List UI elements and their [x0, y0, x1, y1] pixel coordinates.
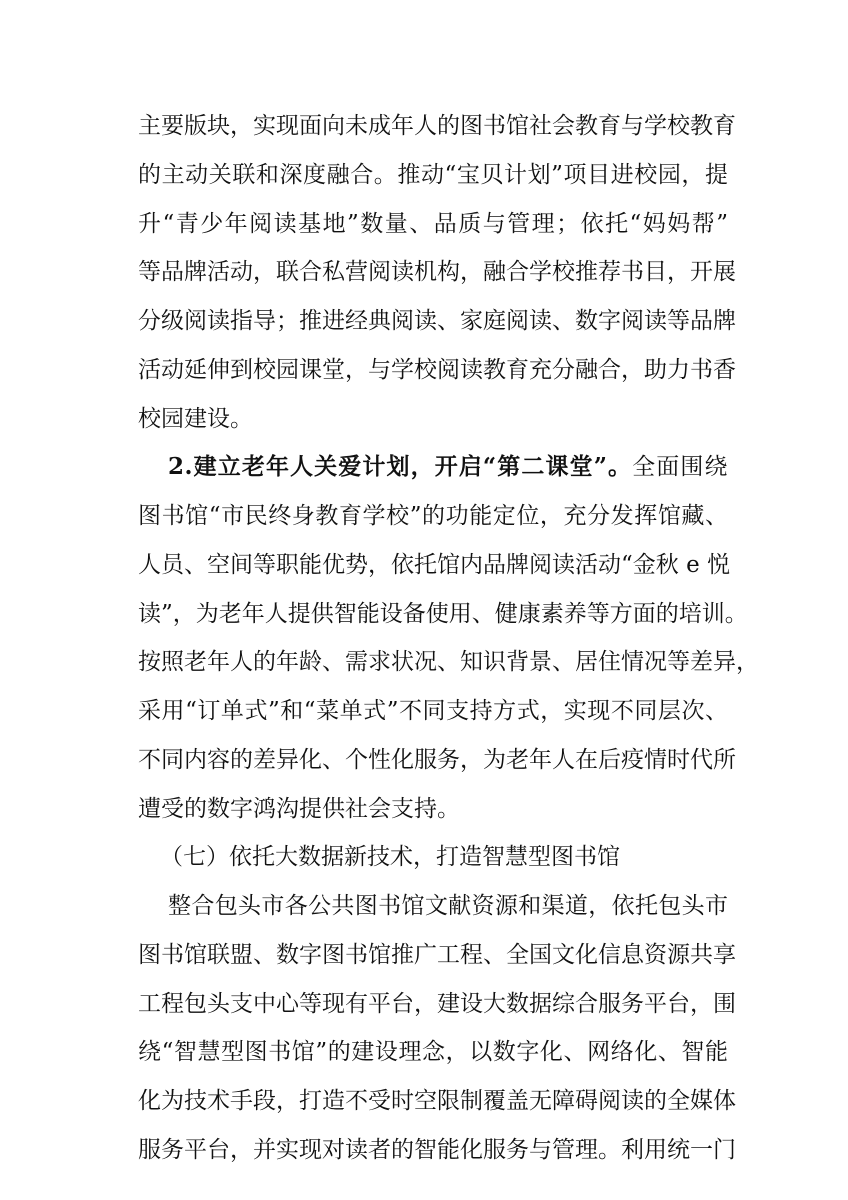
paragraph-1-line-6: 活动延伸到校园课堂，与学校阅读教育充分融合，助力书香 — [138, 357, 736, 383]
paragraph-3-line-1: 整合包头市各公共图书馆文献资源和渠道，依托包头市 — [168, 893, 728, 919]
paragraph-2-line-7: 不同内容的差异化、个性化服务，为老年人在后疫情时代所 — [138, 747, 736, 773]
paragraph-3-line-6: 服务平台，并实现对读者的智能化服务与管理。利用统一门 — [138, 1137, 736, 1163]
paragraph-3-line-4: 绕“智慧型图书馆”的建设理念，以数字化、网络化、智能 — [138, 1039, 728, 1065]
paragraph-2-line-6: 采用“订单式”和“菜单式”不同支持方式，实现不同层次、 — [138, 698, 728, 724]
paragraph-2-line-4: 读”，为老年人提供智能设备使用、健康素养等方面的培训。 — [138, 601, 748, 627]
paragraph-3-line-3: 工程包头支中心等现有平台，建设大数据综合服务平台，围 — [138, 991, 736, 1017]
paragraph-1-line-2: 的主动关联和深度融合。推动“宝贝计划”项目进校园，提 — [138, 162, 728, 188]
paragraph-2-line-8: 遭受的数字鸿沟提供社会支持。 — [138, 796, 460, 822]
section-heading: （七）依托大数据新技术，打造智慧型图书馆 — [160, 844, 620, 870]
paragraph-1-line-4: 等品牌活动，联合私营阅读机构，融合学校推荐书目，开展 — [138, 259, 736, 285]
paragraph-2-bold-heading: 2.建立老年人关爱计划，开启“第二课堂”。 — [168, 453, 633, 480]
paragraph-1-line-7: 校园建设。 — [138, 406, 253, 432]
paragraph-2-line-5: 按照老年人的年龄、需求状况、知识背景、居住情况等差异， — [138, 649, 759, 675]
paragraph-2-lead-line — [168, 449, 728, 485]
paragraph-3-line-5: 化为技术手段，打造不受时空限制覆盖无障碍阅读的全媒体 — [138, 1088, 736, 1114]
paragraph-3-line-2: 图书馆联盟、数字图书馆推广工程、全国文化信息资源共享 — [138, 942, 736, 968]
paragraph-1-line-3: 升“青少年阅读基地”数量、品质与管理；依托“妈妈帮” — [138, 211, 728, 237]
paragraph-1-line-1: 主要版块，实现面向未成年人的图书馆社会教育与学校教育 — [138, 113, 736, 139]
paragraph-2-line-2: 图书馆“市民终身教育学校”的功能定位，充分发挥馆藏、 — [138, 503, 728, 529]
paragraph-2-line-3: 人员、空间等职能优势，依托馆内品牌阅读活动“金秋 e 悦 — [138, 552, 730, 578]
paragraph-2-lead-rest: 全面围绕 — [632, 454, 728, 480]
paragraph-1-line-5: 分级阅读指导；推进经典阅读、家庭阅读、数字阅读等品牌 — [138, 308, 736, 334]
